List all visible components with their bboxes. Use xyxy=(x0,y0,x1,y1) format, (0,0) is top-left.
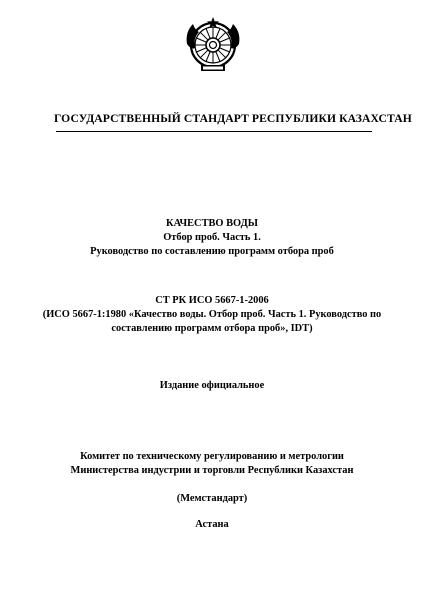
title-line-2: Отбор проб. Часть 1. xyxy=(163,231,261,243)
standard-designation xyxy=(0,294,424,335)
standard-code: СТ РК ИСО 5667-1-2006 xyxy=(155,295,269,306)
document-title xyxy=(0,217,424,258)
edition-label: Издание официальное xyxy=(159,380,265,391)
standard-type-heading: ГОСУДАРСТВЕННЫЙ СТАНДАРТ РЕСПУБЛИКИ КАЗАХСТАН xyxy=(54,112,412,125)
kazakhstan-state-emblem-icon xyxy=(183,14,243,74)
standard-equivalence-line-2: составлению программ отбора проб», IDT) xyxy=(111,322,313,334)
publisher-committee xyxy=(0,450,424,478)
standard-equivalence-line-1: (ИСО 5667-1:1980 «Качество воды. Отбор проб. Часть 1. Руководство по xyxy=(42,308,382,320)
title-line-1: КАЧЕСТВО ВОДЫ xyxy=(166,218,258,229)
header-divider xyxy=(56,131,372,132)
publication-city: Астана xyxy=(195,519,229,530)
committee-line-2: Министерства индустрии и торговли Республики Казахстан xyxy=(70,464,354,476)
committee-line-1: Комитет по техническому регулированию и метрологии xyxy=(80,451,344,462)
publisher-abbreviation: (Мемстандарт) xyxy=(176,493,248,504)
title-line-3: Руководство по составлению программ отбора проб xyxy=(90,245,334,257)
